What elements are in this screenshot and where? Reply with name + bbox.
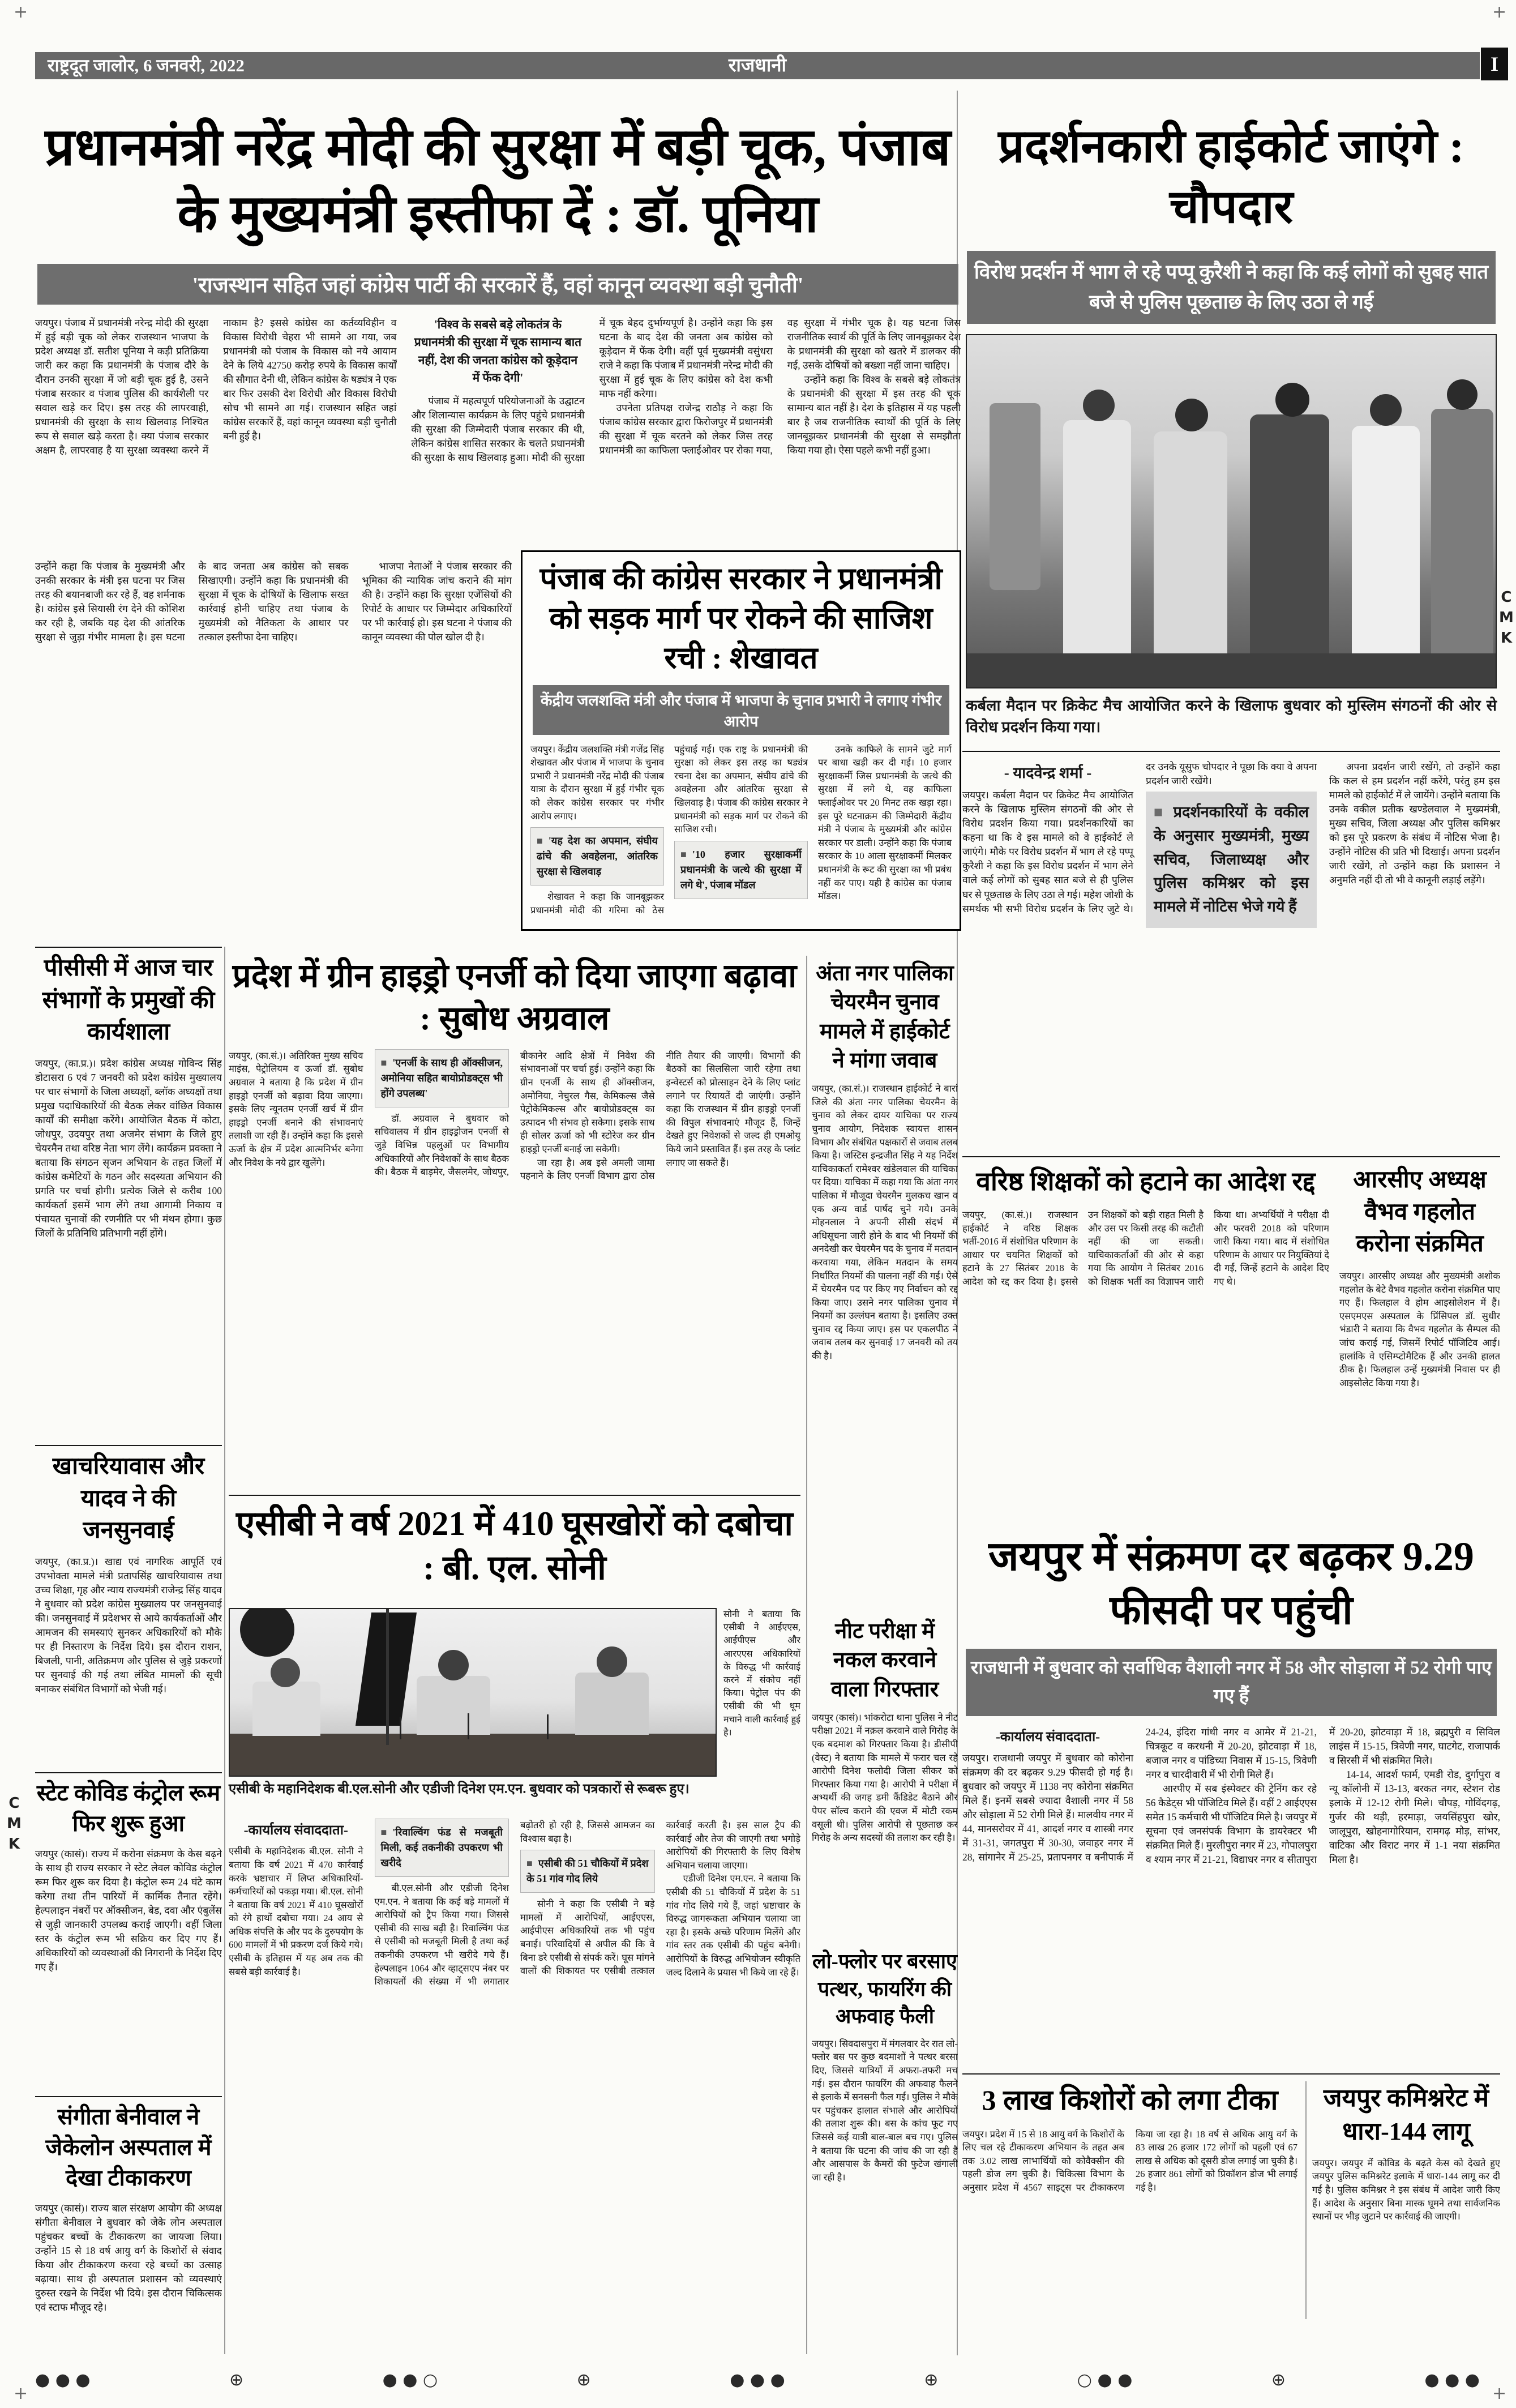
masthead-section: राजधानी bbox=[728, 55, 787, 76]
shekhawat-bullet-1 bbox=[530, 827, 664, 886]
protest-pull-quote bbox=[1146, 792, 1317, 928]
cmk-mark-left bbox=[7, 1795, 22, 1853]
shekhawat-paragraph: जयपुर। केंद्रीय जलशक्ति मंत्री गजेंद्र सिंह शेखावत और पंजाब में भाजपा के चुनाव प्रभारी ने प्रधानमंत्री नरेंद्र मोदी की पंजाब यात्रा के दौरान सुरक्षा में हुई गंभीर चूक को लेकर कांग्रेस सरकार पर गंभीर आरोप लगाए। bbox=[530, 743, 664, 822]
shekhawat-body bbox=[530, 743, 952, 981]
sangeeta-headline: संगीता बेनीवाल ने जेकेलोन अस्पताल में देखा टीकाकरण bbox=[45, 2104, 212, 2191]
registration-target-icon: ⊕ bbox=[576, 2370, 591, 2390]
anta-story bbox=[812, 959, 958, 1637]
covid-control-paragraph: जयपुर (कासं)। राज्य में करोना संक्रमण के केस बढ़ने के साथ ही राज्य सरकार ने स्टेट लेवल कोविड कंट्रोल रूम फिर शुरू कर दिया है। कंट्रोल रूम 24 घंटे काम करेगा तथा तीन पारियों में कार्मिक तैनात रहेंगे। हेल्पलाइन नंबरों पर ऑक्सीजन, बेड, दवा और एंबुलेंस से जुड़ी जानकारी उपलब्ध कराई जाएगी। वहीं जिला स्तर के कंट्रोल रूम भी सक्रिय कर दिए गए हैं। अधिकारियों को व्यवस्थाओं की निगरानी के निर्देश दिए गए हैं। bbox=[35, 1848, 222, 1973]
covid-control-story bbox=[35, 1778, 222, 2090]
divider-rule bbox=[962, 2073, 1500, 2075]
green-energy-paragraph: डॉ. अग्रवाल ने बुधवार को सचिवालय में ग्रीन हाइड्रोजन एनर्जी से जुड़े विभिन्न पहलुओं पर विभागीय अधिकारियों और निवेशकों के साथ बैठक की। बैठक में बाड़मेर, जैसलमेर, जोधपुर, बीकानेर आदि क्षेत्रों में निवेश की संभावनाओं पर चर्चा हुई। उन्होंने कहा कि ग्रीन एनर्जी के साथ ही ऑक्सीजन, अमोनिया, नेचुरल गैस, केमिकल्स जैसे पेट्रोकेमिकल्स और बायोप्रोडक्ट्स का उत्पादन भी संभव हो सकेगा। इसके साथ ही सोलर ऊर्जा को भी स्टोरेज कर ग्रीन हाइड्रो एनर्जी बनाई जा सकेगी। bbox=[374, 1050, 655, 1178]
lead-paragraph: उन्होंने कहा कि पंजाब के मुख्यमंत्री और उनकी सरकार के मंत्री इस घटना पर जिस तरह की बयानबाजी कर रहे हैं, वह शर्मनाक है। कांग्रेस इसे सियासी रंग देने की कोशिश कर रही है, जबकि यह देश की आंतरिक सुरक्षा से जुड़ा गंभीर मामला है। इस घटना के बाद जनता अब कांग्रेस को सबक सिखाएगी। उन्होंने कहा कि प्रधानमंत्री की सुरक्षा में चूक के दोषियों के खिलाफ सख्त कार्रवाई होनी चाहिए तथा पंजाब के मुख्यमंत्री को नैतिकता के आधार पर तत्काल इस्तीफा देना चाहिए। bbox=[35, 561, 349, 643]
rca-paragraph: जयपुर। आरसीए अध्यक्ष और मुख्यमंत्री अशोक गहलोत के बेटे वैभव गहलोत करोना संक्रमित पाए गए हैं। फिलहाल वे होम आइसोलेशन में हैं। एसएमएस अस्पताल के प्रिंसिपल डॉ. सुधीर भंडारी ने बताया कि वैभव गहलोत के सैम्पल की जांच कराई गई, जिसमें रिपोर्ट पॉजिटिव आई। हालांकि वे एसिम्प्टोमैटिक हैं और उनकी हालत ठीक है। फिलहाल उन्हें मुख्यमंत्री निवास पर ही आइसोलेट किया गया है। bbox=[1339, 1271, 1500, 1388]
protest-photo-caption: कर्बला मैदान पर क्रिकेट मैच आयोजित करने के खिलाफ बुधवार को मुस्लिम संगठनों की ओर से विरोध प्रदर्शन किया गया। bbox=[966, 697, 1497, 735]
person-head bbox=[1370, 394, 1402, 426]
divider-rule bbox=[35, 2096, 222, 2097]
acb-side-text bbox=[723, 1608, 800, 1774]
acb-byline: -कार्यालय संवाददाता- bbox=[243, 1823, 348, 1838]
column-rule bbox=[224, 947, 225, 2354]
bullet-text: 'यह देश का अपमान, संघीय ढांचे की अवहेलना, आंतरिक सुरक्षा से खिलवाड़ bbox=[537, 835, 658, 878]
person-head bbox=[1175, 399, 1208, 431]
person-head bbox=[271, 1658, 300, 1687]
green-energy-story bbox=[229, 955, 800, 1468]
footer-registration-strip bbox=[35, 2370, 1480, 2390]
acb-photo bbox=[229, 1608, 717, 1777]
lowfloor-paragraph: जयपुर। सिवदासपुरा में मंगलवार देर रात लो-फ्लोर बस पर कुछ बदमाशों ने पत्थर बरसा दिए, जिससे यात्रियों में अफरा-तफरी मच गई। इस दौरान फायरिंग की अफवाह फैलने से इलाके में सनसनी फैल गई। पुलिस ने मौके पर पहुंचकर हालात संभाले और आरोपियों की तलाश शुरू की। बस के कांच फूट गए जिससे कई यात्री बाल-बाल बच गए। पुलिस ने बताया कि घटना की जांच की जा रही है और आसपास के कैमरों की फुटेज खंगाली जा रही है। bbox=[812, 2038, 958, 2183]
registration-target-icon: ⊕ bbox=[1271, 2370, 1286, 2390]
senior-teachers-story bbox=[962, 1164, 1329, 1452]
bullet-square-icon: ■ bbox=[380, 1057, 387, 1068]
crop-mark: + bbox=[14, 2384, 28, 2403]
pull-quote-text: प्रदर्शनकारियों के वकील के अनुसार मुख्यमंत्री, मुख्य सचिव, जिलाध्यक्ष और पुलिस कमिश्नर को इस मामले में नोटिस भेजे गये हैं bbox=[1154, 803, 1309, 916]
registration-target-icon: ⊕ bbox=[924, 2370, 939, 2390]
neet-paragraph: जयपुर (कासं)। भांकरोटा थाना पुलिस ने नीट परीक्षा 2021 में नक़ल करवाने वाले गिरोह के एक बदमाश को गिरफ्तार किया है। डीसीपी (वेस्ट) ने बताया कि मामले में फरार चल रहे आरोपी दिनेश फलोदी जिला सीकर को गिरफ्तार किया गया है। आरोपी ने परीक्षा में अभ्यर्थी की जगह डमी कैंडिडेट बैठाने और पेपर सॉल्व कराने की एवज में मोटी रकम वसूली थी। पुलिस आरोपी से पूछताछ कर गिरोह के अन्य सदस्यों की तलाश कर रही है। bbox=[812, 1712, 958, 1844]
green-energy-headline: प्रदेश में ग्रीन हाइड्रो एनर्जी को दिया जाएगा बढ़ावा : सुबोध अग्रवाल bbox=[232, 957, 797, 1037]
shekhawat-story-box bbox=[521, 550, 961, 931]
section144-body bbox=[1312, 2157, 1500, 2315]
shekhawat-headline: पंजाब की कांग्रेस सरकार ने प्रधानमंत्री को सड़क मार्ग पर रोकने की साजिश रची : शेखावत bbox=[539, 562, 943, 675]
protest-photo bbox=[966, 334, 1497, 688]
acb-headline: एसीबी ने वर्ष 2021 में 410 घूसखोरों को दबोचा : बी. एल. सोनी bbox=[236, 1505, 793, 1586]
acb-paragraph: सोनी ने कहा कि एसीबी ने बड़े मामलों में आरोपियों, आईएएस, आईपीएस अधिकारियों तक भी पहुंच बनाई। परिवादियों से अपील की कि वे बिना डरे एसीबी से संपर्क करें। घूस मांगने वालों की शिकायत पर एसीबी तत्काल कार्रवाई करती है। इस साल ट्रैप की कार्रवाई और तेज की जाएगी तथा भगोड़े आरोपियों की गिरफ्तारी के लिए विशेष अभियान चलाया जाएगा। bbox=[520, 1820, 800, 1977]
bullet-square-icon: ■ bbox=[537, 835, 543, 847]
infection-deck: राजधानी में बुधवार को सर्वाधिक वैशाली नगर में 58 और सोड़ाला में 52 रोगी पाए गए हैं bbox=[966, 1649, 1497, 1716]
covid-control-headline: स्टेट कोविड कंट्रोल रूम फिर शुरू हुआ bbox=[36, 1780, 221, 1836]
divider-rule bbox=[229, 1495, 800, 1496]
crop-mark: + bbox=[1492, 2384, 1507, 2403]
lead-headline: प्रधानमंत्री नरेंद्र मोदी की सुरक्षा में बड़ी चूक, पंजाब के मुख्यमंत्री इस्तीफा दें : डॉ. पूनिया bbox=[45, 118, 951, 243]
acb-bullet-1 bbox=[375, 1819, 509, 1877]
divider-rule bbox=[35, 947, 222, 948]
lowfloor-body bbox=[812, 2037, 958, 2332]
person-head bbox=[438, 1650, 469, 1680]
neet-body bbox=[812, 1711, 958, 1937]
acb-paragraph: सोनी ने बताया कि एसीबी ने आईएएस, आईपीएस और आरएएस अधिकारियों के विरुद्ध भी कार्रवाई करने में संकोच नहीं किया। पेट्रोल पंप की एसीबी की भी धूम मचाने वाली कार्रवाई हुई है। bbox=[723, 1610, 800, 1738]
cmk-c: C bbox=[8, 1795, 20, 1812]
protest-byline: - यादवेन्द्र शर्मा - bbox=[1004, 764, 1092, 781]
protest-paragraph: अपना प्रदर्शन जारी रखेंगे, तो उन्होंने कहा कि कल से हम प्रदर्शन नहीं करेंगे, परंतु हम इस मामले को हाईकोर्ट में ले जायेंगे। उन्होंने बताया कि उनके वकील प्रतीक खण्डेलवाल ने मुख्यमंत्री, मुख्य सचिव, जिला अध्यक्ष और पुलिस कमिश्नर को इस पूरे प्रकरण के संबंध में नोटिस भेजा है। उन्होंने नोटिस की प्रति भी दिखाई। अपना प्रदर्शन जारी रखेंगे, तो उन्होंने कहा कि प्रशासन ने अनुमति नहीं दी तो भी वे कानूनी लड़ाई लड़ेंगे। bbox=[1329, 760, 1500, 886]
person-silhouette bbox=[417, 1676, 490, 1735]
infection-paragraph: जयपुर। राजधानी जयपुर में बुधवार को कोरोना संक्रमण की दर बढ़कर 9.29 फीसदी हो गई है। बुधवार को जयपुर में 1138 नए कोरोना संक्रमित मिले हैं। इनमें सबसे ज्यादा वैशाली नगर में 58 और सोड़ाला में 52 रोगी मिले हैं। मालवीय नगर में 44, मानसरोवर में 41, आदर्श नगर व शास्त्री नगर में 31-31, जगतपुरा में 30-30, जवाहर नगर में 28, सांगानेर में 25-25, प्रतापनगर व बनीपार्क में 24-24, इंदिरा गांधी नगर व आमेर में 21-21, चित्रकूट व करधनी में 20-20, झोटवाड़ा में 18, बजाज नगर व पांडिच्या निवास में 15-15, त्रिवेणी नगर व चारदीवारी में भी रोगी मिले हैं। bbox=[962, 1726, 1317, 1863]
shekhawat-paragraph: शेखावत ने कहा कि जानबूझकर प्रधानमंत्री मोदी की गरिमा को ठेस पहुंचाई गई। एक राष्ट्र के प्रधानमंत्री की सुरक्षा को लेकर इस तरह का षड्यंत्र रचना देश का अपमान, संघीय ढांचे की अवहेलना और आंतरिक सुरक्षा से खिलवाड़ है। पंजाब की कांग्रेस सरकार ने प्रधानमंत्री को सड़क मार्ग पर रोकने की साजिश रची। bbox=[530, 743, 808, 916]
lead-pull-quote: 'विश्व के सबसे बड़े लोकतंत्र के प्रधानमंत्री की सुरक्षा में चूक सामान्य बात नहीं, देश की जनता कांग्रेस को कूड़ेदान में फेंक देगी' bbox=[414, 317, 582, 384]
bullet-text: एसीबी की 51 चौकियों में प्रदेश के 51 गांव गोद लिये bbox=[526, 1858, 649, 1885]
anta-paragraph: जयपुर, (का.सं.)। राजस्थान हाईकोर्ट ने बारां जिले की अंता नगर पालिका चेयरमैन के चुनाव को लेकर दायर याचिका पर राज्य चुनाव आयोग, निदेशक स्वायत्त शासन विभाग और संबंधित पक्षकारों से जवाब तलब किया है। जस्टिस इन्द्रजीत सिंह ने यह निर्देश याचिकाकर्ता रामेश्वर खंडेलवाल की याचिका पर दिया। याचिका में कहा गया कि अंता नगर पालिका में मौजूदा चेयरमैन मुलकच खान व एक अन्य वार्ड पार्षद चुने गये। उनके मोहनलाल ने अपनी सीसी संदर्भ में अधिसूचना जारी होने के बाद भी नियमों की अनदेखी कर चेयरमैन पद के चुनाव में मतदान करवाया गया, लेकिन मतदान के समय निर्धारित नियमों की पालना नहीं की गई। ऐसे में चेयरमैन पद पर किए गए निर्वाचन को रद्द किया जाए। उसने नगर पालिका चुनाव में नियमों का उल्लंघन बताया है। इसलिए उक्त चुनाव रद्द किया जाए। इस पर एकलपीठ ने जवाब तलब कर सुनवाई 17 जनवरी को तय की है। bbox=[812, 1083, 958, 1362]
person-head bbox=[1083, 390, 1115, 421]
section144-story bbox=[1312, 2081, 1500, 2315]
microphone bbox=[547, 1714, 549, 1739]
senior-teachers-paragraph: जयपुर, (का.सं.)। राजस्थान हाईकोर्ट ने वरिष्ठ शिक्षक भर्ती-2016 में संशोधित परिणाम के आधार पर चयनित शिक्षकों को हटाने के 27 सितंबर 2018 के आदेश को रद्द कर दिया है। इससे उन शिक्षकों को बड़ी राहत मिली है और उस पर किसी तरह की कटौती नहीं की जा सकती। याचिकाकर्ताओं की ओर से कहा गया कि आयोग ने सितंबर 2016 को शिक्षक भर्ती का विज्ञापन जारी किया था। अभ्यर्थियों ने परीक्षा दी और फरवरी 2018 को परिणाम जारी किया गया। बाद में संशोधित परिणाम के आधार पर नियुक्तियां दे दी गईं, जिन्हें हटाने के आदेश दिए गए थे। bbox=[962, 1209, 1329, 1288]
person-silhouette bbox=[990, 403, 1040, 590]
lowfloor-headline: लो-फ्लोर पर बरसाए पत्थर, फायरिंग की अफवाह फैली bbox=[812, 1950, 957, 2028]
person-silhouette bbox=[1352, 426, 1420, 686]
infection-headline: जयपुर में संक्रमण दर बढ़कर 9.29 फीसदी पर पहुंची bbox=[988, 1534, 1474, 1633]
divider-rule bbox=[35, 1772, 222, 1773]
protest-headline: प्रदर्शनकारी हाईकोर्ट जाएंगे : चौपदार bbox=[998, 121, 1464, 233]
footer-dots: ● ● ● bbox=[1424, 2370, 1480, 2390]
teen-vaccine-body bbox=[962, 2128, 1297, 2354]
lead-story bbox=[35, 85, 961, 916]
sangeeta-story bbox=[35, 2102, 222, 2349]
cmk-k: K bbox=[1500, 630, 1513, 647]
lead-paragraph: जयपुर। पंजाब में प्रधानमंत्री नरेन्द्र मोदी की सुरक्षा में हुई बड़ी चूक को लेकर राजस्थान भाजपा के प्रदेश अध्यक्ष डॉ. सतीश पूनिया ने कड़ी प्रतिक्रिया जारी कर कहा कि प्रधानमंत्री के पंजाब दौरे के दौरान उनकी सुरक्षा में जो बड़ी चूक हुई है, उसने पंजाब सरकार व पंजाब पुलिस की कार्यशैली पर सवाल खड़े कर दिए। इस तरह की लापरवाही, प्रधानमंत्री की सुरक्षा के साथ खिलवाड़ निश्चित रूप से सवाल खड़े करता है। क्या पंजाब सरकार अक्षम है, लापरवाह है या सुरक्षा व्यवस्था करने में नाकाम है? इससे कांग्रेस का कर्तव्यविहीन व विकास विरोधी चेहरा भी सामने आ गया, जब प्रधानमंत्री को पंजाब के विकास को नये आयाम देने के लिये 42750 करोड़ रुपये के विकास कार्यों की सौगात देनी थी, लेकिन कांग्रेस के षड्यंत्र ने एक बार फिर उसकी देश विरोधी और विकास विरोधी सोच भी सामने आ गई। राजस्थान सहित जहां कांग्रेस सरकारें हैं, वहां कानून व्यवस्था बड़ी चुनौती बनी हुई है। bbox=[35, 316, 397, 456]
divider-rule bbox=[962, 1156, 1500, 1157]
person-silhouette bbox=[1063, 420, 1131, 686]
sangeeta-paragraph: जयपुर (कासं)। राज्य बाल संरक्षण आयोग की अध्यक्ष संगीता बेनीवाल ने बुधवार को जेके लोन अस्पताल पहुंचकर बच्चों के टीकाकरण का जायजा लिया। उन्होंने 15 से 18 वर्ष आयु वर्ग के किशोरों से संवाद किया और टीकाकरण करवा रहे बच्चों का उत्साह बढ़ाया। साथ ही अस्पताल प्रशासन को व्यवस्थाएं दुरुस्त रखने के निर्देश भी दिये। इस दौरान चिकित्सक एवं स्टाफ मौजूद रहे। bbox=[35, 2202, 222, 2313]
acb-story bbox=[229, 1502, 800, 2351]
neet-story bbox=[812, 1617, 958, 1937]
infection-paragraph: आरपीए में सब इंस्पेक्टर की ट्रेनिंग कर रहे 56 कैडेट्स भी पॉजिटिव मिले हैं। वहीं 2 आईएएस समेत 15 कर्मचारी भी पॉजिटिव मिले है। जयपुर में सूचना एवं जनसंपर्क विभाग के डायरेक्टर भी संक्रमित मिले हैं। मुरलीपुरा नगर में 23, गोपालपुरा व श्याम नगर में 21-21, विद्याधर नगर व सीतापुरा में 20-20, झोटवाड़ा में 18, ब्रह्मपुरी व सिविल लाइंस में 15-15, त्रिवेणी नगर, घाटगेट, राजापार्क व सिरसी में भी संक्रमित मिले। bbox=[1146, 1726, 1500, 1866]
acb-paragraph: बी.एल.सोनी और एडीजी दिनेश एम.एन. ने बताया कि कई बड़े मामलों में आरोपियों को ट्रैप किया गया। जिससे एसीबी की साख बढ़ी है। रिवाल्विंग फंड से एसीबी को मजबूती मिली है तथा कई तकनीकी उपकरण भी खरीदे गये हैं। हेल्पलाइन 1064 और व्हाट्सएप नंबर पर शिकायतों की संख्या में भी लगातार बढ़ोतरी हो रही है, जिससे आमजन का विश्वास बढ़ा है। bbox=[374, 1820, 655, 1987]
lead-deck: 'राजस्थान सहित जहां कांग्रेस पार्टी की सरकारें हैं, वहां कानून व्यवस्था बड़ी चुनौती' bbox=[37, 264, 958, 305]
shekhawat-paragraph: उनके काफिले के सामने जुटे मार्ग पर बाधा खड़ी कर दी गई। 10 हजार सुरक्षाकर्मी जिस प्रधानमंत्री के जत्थे की सुरक्षा में लगे थे, वह काफिला फ्लाईओवर पर 20 मिनट तक खड़ा रहा। इस पूरे घटनाक्रम की जिम्मेदारी केंद्रीय मंत्री ने पंजाब के मुख्यमंत्री और कांग्रेस सरकार पर डाली। उन्होंने कहा कि पंजाब सरकार के 10 आला सुरक्षाकर्मी मिलकर प्रधानमंत्री के रूट की सुरक्षा का भी प्रबंध नहीं कर पाए। यही है कांग्रेस का पंजाब मॉडल। bbox=[818, 743, 952, 902]
lead-paragraph: भाजपा नेताओं ने पंजाब सरकार की भूमिका की न्यायिक जांच कराने की मांग की है। उन्होंने कहा कि सुरक्षा एजेंसियों की रिपोर्ट के आधार पर जिम्मेदार अधिकारियों पर भी कार्रवाई हो। इस घटना ने पंजाब की कानून व्यवस्था की पोल खोल दी है। bbox=[362, 561, 512, 643]
cmk-c: C bbox=[1501, 589, 1512, 606]
divider-rule bbox=[962, 751, 1500, 752]
crop-mark: + bbox=[14, 2, 28, 22]
person-silhouette bbox=[575, 1673, 649, 1735]
senior-teachers-headline: वरिष्ठ शिक्षकों को हटाने का आदेश रद्द bbox=[976, 1167, 1316, 1196]
page-marker: I bbox=[1481, 48, 1508, 80]
section144-headline: जयपुर कमिश्नरेट में धारा-144 लागू bbox=[1323, 2084, 1489, 2146]
khachariyawas-body bbox=[35, 1555, 222, 1770]
shekhawat-bullet-2 bbox=[674, 841, 808, 899]
neet-headline: नीट परीक्षा में नकल करवाने वाला गिरफ्तार bbox=[830, 1619, 939, 1701]
infection-body bbox=[962, 1725, 1500, 2038]
green-energy-body bbox=[229, 1049, 800, 1468]
bullet-square-icon: ■ bbox=[680, 848, 687, 860]
divider-rule bbox=[35, 1445, 222, 1446]
rca-body bbox=[1339, 1269, 1500, 1513]
acb-paragraph: एसीबी के महानिदेशक बी.एल. सोनी ने बताया कि वर्ष 2021 में 470 कार्रवाई करके भ्रष्टाचार में लिप्त अधिकारियों-कर्मचारियों को पकड़ा गया। बी.एल. सोनी ने बताया कि वर्ष 2021 में 410 घूसखोरों को रंगे हाथों दबोचा गया। 24 आय से अधिक संपत्ति के और पद के दुरुपयोग के 600 मामलों में भी प्रकरण दर्ज किये गये। एसीबी के इतिहास में यह अब तक की सबसे बड़ी कार्रवाई है। bbox=[229, 1846, 363, 1977]
pcc-story bbox=[35, 952, 222, 1430]
green-energy-bullet bbox=[375, 1049, 509, 1107]
bullet-square-icon: ■ bbox=[526, 1858, 533, 1870]
column-rule bbox=[1305, 2081, 1307, 2319]
khachariyawas-story bbox=[35, 1451, 222, 1770]
acb-photo-caption: एसीबी के महानिदेशक बी.एल.सोनी और एडीजी दिनेश एम.एन. बुधवार को पत्रकारों से रूबरू हुए। bbox=[229, 1782, 690, 1797]
pcc-paragraph: जयपुर, (का.प्र.)। प्रदेश कांग्रेस अध्यक्ष गोविन्द सिंह डोटासरा 6 एवं 7 जनवरी को प्रदेश कांग्रेस मुख्यालय पर चार संभागों के जिला अध्यक्षों, ब्लॉक अध्यक्षों तथा प्रमुख पदाधिकारियों की बैठक लेकर वांछित विकास कार्यों की समीक्षा करेंगे। आयोजित बैठक में कोटा, जोधपुर, उदयपुर तथा अजमेर संभाग के जिले हुए चेयरमैन तथा वरिष्ठ नेता भाग लेंगे। कार्यक्रम प्रवक्ता ने बताया कि संगठन सृजन अभियान के तहत जिलों में कांग्रेस कमेटियों के गठन और सदस्यता अभियान की प्रगति पर चर्चा होगी। प्रत्येक जिले से करीब 100 कार्यकर्ता इसमें भाग लेंगे तथा आगामी निकाय व पंचायत चुनावों की रणनीति पर भी मंथन होगा। कुछ जिलों के प्रतिनिधि प्रतिभागी नहीं होंगे। bbox=[35, 1058, 222, 1239]
acb-body bbox=[229, 1819, 800, 2350]
person-silhouette bbox=[1250, 414, 1329, 686]
press-table bbox=[230, 1734, 716, 1776]
pcc-body bbox=[35, 1057, 222, 1430]
teen-vaccine-story bbox=[962, 2081, 1297, 2354]
masthead-bar bbox=[35, 52, 1480, 79]
senior-teachers-body bbox=[962, 1208, 1329, 1452]
person-silhouette bbox=[1154, 431, 1227, 686]
person-head bbox=[1275, 383, 1309, 417]
lead-paragraph: उपनेता प्रतिपक्ष राजेन्द्र राठौड़ ने कहा कि पंजाब कांग्रेस सरकार द्वारा फिरोजपुर में प्रधानमंत्री की सुरक्षा में चूक बरतने को लेकर जिस तरह प्रधानमंत्री का काफिला फ्लाईओवर पर रोका गया, वह सुरक्षा में गंभीर चूक है। यह घटना जिस राजनीतिक स्वार्थ की पूर्ति के लिए जानबूझकर देश के प्रधानमंत्री की सुरक्षा को खतरे में डालकर की गई, उसके दोषियों को बख्शा नहीं जाना चाहिए। bbox=[599, 316, 961, 456]
police-silhouette bbox=[1431, 409, 1493, 686]
cmk-mark-right bbox=[1499, 589, 1514, 647]
lowfloor-story bbox=[812, 1948, 958, 2332]
bullet-square-icon: ■ bbox=[380, 1827, 387, 1838]
anta-headline: अंता नगर पालिका चेयरमैन चुनाव मामले में हाईकोर्ट ने मांगा जवाब bbox=[816, 961, 954, 1072]
lead-paragraph: पंजाब में महत्वपूर्ण परियोजनाओं के उद्घाटन और शिलान्यास कार्यक्रम के लिए पहुंचे प्रधानमंत्री की सुरक्षा की जिम्मेदारी पंजाब सरकार की थी, लेकिन कांग्रेस शासित सरकार के चलते प्रधानमंत्री की सुरक्षा के साथ खिलवाड़ हुआ। मोदी की सुरक्षा में चूक बेहद दुर्भाग्यपूर्ण है। उन्होंने कहा कि इस घटना के बाद देश की जनता अब कांग्रेस को कूड़ेदान में फेंक देगी। वहीं पूर्व मुख्यमंत्री वसुंधरा राजे ने कहा कि पंजाब में प्रधानमंत्री नरेन्द्र मोदी की सुरक्षा में हुई चूक के लिए कांग्रेस को देश कभी माफ नहीं करेगा। bbox=[411, 316, 773, 463]
bullet-square-icon: ■ bbox=[1154, 803, 1167, 820]
crop-mark: + bbox=[1492, 2, 1507, 22]
flag-pole bbox=[386, 1609, 389, 1745]
footer-dots: ● ● ● bbox=[730, 2370, 785, 2390]
infection-byline: -कार्यालय संवाददाता- bbox=[995, 1730, 1100, 1745]
protest-story bbox=[962, 85, 1500, 1149]
person-silhouette bbox=[252, 1682, 320, 1736]
masthead-date: राष्ट्रदूत जालोर, 6 जनवरी, 2022 bbox=[48, 55, 245, 75]
protest-body bbox=[962, 760, 1500, 1149]
shekhawat-deck: केंद्रीय जलशक्ति मंत्री और पंजाब में भाजपा के चुनाव प्रभारी ने लगाए गंभीर आरोप bbox=[533, 685, 949, 735]
column-rule bbox=[806, 956, 807, 2354]
green-energy-paragraph: जा रहा है। अब इसे अमली जामा पहनाने के लिए एनर्जी विभाग द्वारा ठोस नीति तैयार की जाएगी। विभागों की बैठकों का सिलसिला जारी रहेगा तथा इन्वेस्टर्स को प्रोत्साहन देने के लिए प्लांट लगाने पर रियायतें दी जाएंगी। उन्होंने कहा कि राजस्थान में ग्रीन हाइड्रो एनर्जी की विपुल संभावनाएं मौजूद हैं, जिन्हें देखते हुए निवेशकों से जल्द ही एमओयू किये जाने प्रस्तावित हैं। इस तरह के प्लांट लगाए जा सकते हैं। bbox=[520, 1050, 800, 1182]
microphone bbox=[468, 1713, 469, 1739]
footer-dots: ● ● ○ bbox=[382, 2370, 438, 2390]
infection-story bbox=[962, 1530, 1500, 2038]
rca-headline: आरसीए अध्यक्ष वैभव गहलोत करोना संक्रमित bbox=[1353, 1167, 1487, 1258]
registration-target-icon: ⊕ bbox=[229, 2370, 244, 2390]
anta-body bbox=[812, 1082, 958, 1637]
infection-paragraph: 14-14, आदर्श फार्म, एमडी रोड, दुर्गापुरा व न्यू कॉलोनी में 13-13, बरकत नगर, स्टेशन रोड इलाके में 12-12 रोगी मिले। चौपड़, गोविंदगढ़, गुर्जर की थड़ी, हरमाड़ा, जयसिंहपुरा खोर, जालूपुरा, खोहनागोरियान, रामगढ़ मोड़, सांभर, वाटिका और विराट नगर में 1-1 नया संक्रमित मिला है। bbox=[1329, 1769, 1500, 1866]
covid-control-body bbox=[35, 1847, 222, 2090]
footer-dots: ○ ● ● bbox=[1077, 2370, 1133, 2390]
microphone bbox=[400, 1717, 401, 1739]
rca-story bbox=[1339, 1164, 1500, 1513]
protest-paragraph: जयपुर। कर्बला मैदान पर क्रिकेट मैच आयोजित करने के खिलाफ मुस्लिम संगठनों की ओर से विरोध प्रदर्शन किया गया। प्रदर्शनकारियों का कहना था कि वे इस मामले को वे हाईकोर्ट ले जाएंगे। मौके पर विरोध प्रदर्शन में भाग ले रहे पप्पू कुरैशी ने कहा कि इस विरोध प्रदर्शन में भाग लेने वाले कई लोगों को सुबह सात बजे से ही पुलिस घर से पूछताछ के लिए उठा ले गई। महेश जोशी के समर्थक भी सभी विरोध प्रदर्शन के लिए जुटे थे। दर उनके यूसुफ चोपदार ने पूछा कि क्या वे अपना प्रदर्शन जारी रखेंगे। bbox=[962, 760, 1317, 914]
protest-deck: विरोध प्रदर्शन में भाग ले रहे पप्पू कुरैशी ने कहा कि कई लोगों को सुबह सात बजे से पुलिस पूछताछ के लिए उठा ले गई bbox=[967, 251, 1496, 324]
person-head bbox=[597, 1646, 627, 1677]
person-head bbox=[1447, 379, 1478, 410]
acb-bullet-2 bbox=[520, 1850, 655, 1893]
lead-body bbox=[35, 316, 961, 542]
footer-dots: ● ● ● bbox=[35, 2370, 91, 2390]
acb-paragraph: एडीजी दिनेश एम.एन. ने बताया कि एसीबी की 51 चौकियों में प्रदेश के 51 गांव गोद लिये गये हैं, जहां भ्रष्टाचार के विरुद्ध जागरूकता अभियान चलाया जा रहा है। इसके अच्छे परिणाम मिलेंगे और गांव स्तर तक एसीबी की पहुंच बनेगी। आरोपियों के विरुद्ध अभियोजन स्वीकृति जल्द दिलाने के प्रयास भी किये जा रहे हैं। bbox=[666, 1873, 800, 1978]
crowd-base bbox=[967, 653, 1496, 687]
teen-vaccine-paragraph: जयपुर। प्रदेश में 15 से 18 आयु वर्ग के किशोरों के लिए चल रहे टीकाकरण अभियान के तहत अब तक 3.02 लाख लाभार्थियों को कोवैक्सीन की पहली डोज लग चुकी है। चिकित्सा विभाग के अनुसार प्रदेश में 4567 साइट्स पर टीकाकरण किया जा रहा है। 18 वर्ष से अधिक आयु वर्ग के 83 लाख 26 हजार 172 लोगों को पहली एवं 67 लाख से अधिक को दूसरी डोज लगाई जा चुकी है। 26 हजार 861 लोगों को प्रिकॉशन डोज भी लगाई गई है। bbox=[962, 2128, 1297, 2193]
cmk-m: M bbox=[1499, 609, 1514, 626]
pcc-headline: पीसीसी में आज चार संभागों के प्रमुखों की कार्यशाला bbox=[42, 955, 215, 1046]
lead-body-continued bbox=[35, 559, 512, 927]
teen-vaccine-headline: 3 लाख किशोरों को लगा टीका bbox=[982, 2084, 1278, 2116]
bullet-text: '10 हजार सुरक्षाकर्मी प्रधानमंत्री के जत्थे की सुरक्षा में लगे थे', पंजाब मॉडल bbox=[680, 848, 802, 891]
green-energy-paragraph: जयपुर, (का.सं.)। अतिरिक्त मुख्य सचिव माइंस, पेट्रोलियम व ऊर्जा डॉ. सुबोध अग्रवाल ने बताया है कि प्रदेश में ग्रीन हाइड्रो एनर्जी को बढ़ावा दिया जाएगा। इसके लिए न्यूनतम एनर्जी खर्च में ग्रीन हाइड्रो एनर्जी बनाने की संभावनाएं तलाशी जा रही हैं। उन्होंने कहा कि इससे ऊर्जा के क्षेत्र में प्रदेश आत्मनिर्भर बनेगा और निवेश के नये द्वार खुलेंगे। bbox=[229, 1050, 363, 1168]
bullet-text: 'एनर्जी के साथ ही ऑक्सीजन, अमोनिया सहित बायोप्रोडक्ट्स भी होंगे उपलब्ध' bbox=[380, 1057, 503, 1099]
cmk-k: K bbox=[8, 1836, 20, 1853]
lead-paragraph: उन्होंने कहा कि विश्व के सबसे बड़े लोकतंत्र के प्रधानमंत्री की सुरक्षा में इस तरह की चूक सामान्य बात नहीं है। देश के इतिहास में यह पहली बार है जब राजनीतिक स्वार्थों की पूर्ति के लिए जानबूझकर प्रधानमंत्री की सुरक्षा से समझौता किया गया हो। ऐसा पहले कभी नहीं हुआ। bbox=[787, 373, 961, 456]
sangeeta-body bbox=[35, 2201, 222, 2349]
section144-paragraph: जयपुर। जयपुर में कोविड के बढ़ते केस को देखते हुए जयपुर पुलिस कमिश्नरेट इलाके में धारा-144 लागू कर दी गई है। पुलिस कमिश्नर ने इस संबंध में आदेश जारी किए हैं। आदेश के अनुसार बिना मास्क घूमने तथा सार्वजनिक स्थानों पर भीड़ जुटाने पर कार्रवाई की जाएगी। bbox=[1312, 2157, 1500, 2222]
khachariyawas-paragraph: जयपुर, (का.प्र.)। खाद्य एवं नागरिक आपूर्ति एवं उपभोक्ता मामले मंत्री प्रतापसिंह खाचरियावास तथा उच्च शिक्षा, गृह और न्याय राज्यमंत्री राजेन्द्र सिंह यादव ने बुधवार को प्रदेश कांग्रेस मुख्यालय पर जनसुनवाई की। जनसुनवाई में प्रदेशभर से आये कार्यकर्ताओं और आमजन की समस्याएं सुनकर अधिकारियों को मौके पर ही निस्तारण के निर्देश दिये। इस दौरान राशन, बिजली, पानी, अतिक्रमण और पुलिस से जुड़े प्रकरणों पर सुनवाई की गई तथा लंबित मामलों की सूची बनाकर संबंधित विभागों को भेजी गई। bbox=[35, 1556, 222, 1695]
cmk-m: M bbox=[7, 1815, 22, 1832]
bullet-text: 'रिवाल्विंग फंड से मजबूती मिली, कई तकनीकी उपकरण भी खरीदे bbox=[380, 1827, 503, 1868]
khachariyawas-headline: खाचरियावास और यादव ने की जनसुनवाई bbox=[52, 1453, 205, 1544]
